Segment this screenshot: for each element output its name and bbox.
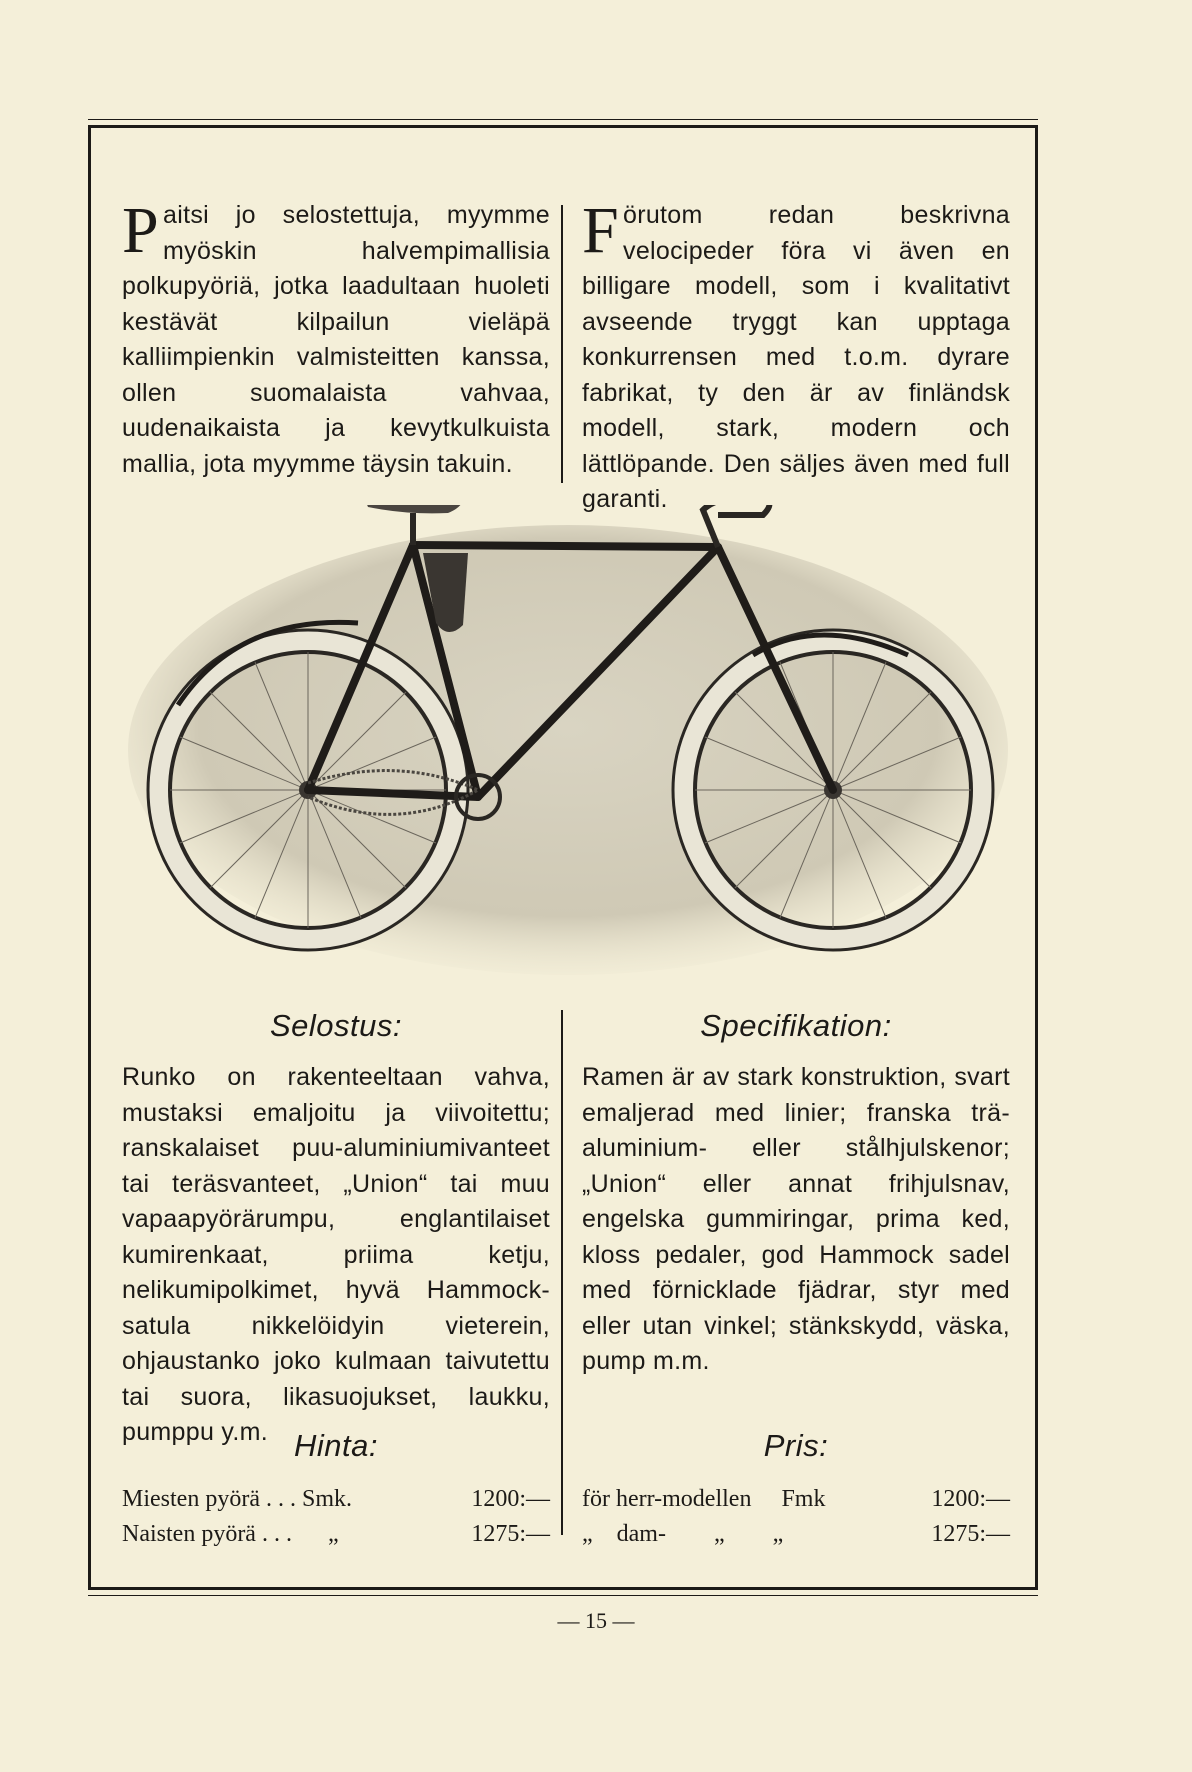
- heading-pris: Pris:: [763, 1428, 829, 1463]
- heading-selostus: Selostus:: [269, 1008, 402, 1043]
- price-label-dam: „ dam- „ „: [582, 1521, 784, 1547]
- dropcap-f: F: [582, 194, 620, 267]
- spec-swedish: [582, 1060, 1010, 1380]
- intro-swedish-text: örutom redan beskrivna velocipeder föra vi även en billigare modell, som i kvalitativt avseende tryggt kan upptaga konkurrensen med t.o.m. dyrare fabrikat, ty den är av finländsk modell, stark, modern och lättlöpande. Den säljes även med full garanti.: [582, 201, 1010, 513]
- price-label-men: Miesten pyörä . . . Smk.: [122, 1486, 352, 1512]
- price-value-dam: 1275:—: [931, 1521, 1010, 1547]
- intro-finnish: [122, 194, 550, 482]
- price-label-women: Naisten pyörä . . . „: [122, 1521, 339, 1547]
- price-value-herr: 1200:—: [931, 1486, 1010, 1512]
- dropcap-p: P: [122, 194, 160, 267]
- spec-swedish-text: Ramen är av stark konstruktion, svart emaljerad med linier; franska trä-aluminium- eller stålhjulskenor; „Union“ eller annat frihjulsnav, engelska gummiringar, prima ked, kloss pedaler, god Hammock sadel med förnicklade fjädrar, styr med eller utan vinkel; stänkskydd, väska, pump m.m.: [582, 1063, 1010, 1375]
- price-swedish: [582, 1482, 1010, 1552]
- price-value-men: 1200:—: [471, 1486, 550, 1512]
- price-finnish: [122, 1482, 550, 1552]
- heading-specifikation: Specifikation:: [700, 1008, 892, 1043]
- heading-hinta: Hinta:: [294, 1428, 378, 1463]
- price-row-women: [122, 1517, 550, 1552]
- saddle: [363, 505, 464, 513]
- handlebar: [703, 505, 769, 547]
- price-value-women: 1275:—: [471, 1521, 550, 1547]
- spec-finnish-text: Runko on rakenteeltaan vahva, mustaksi emaljoitu ja viivoitettu; ranskalaiset puu-aluminiumivanteet tai teräsvanteet, „Union“ tai muu vapaapyörärumpu, englantilaiset kumirenkaat, priima ketju, nelikumipolkimet, hyvä Hammock-satula nikkelöidyin vieterein, ohjaustanko joko kulmaan taivutettu tai suora, likasuojukset, laukku, pumppu y.m.: [122, 1063, 550, 1446]
- page-number: — 15 —: [557, 1608, 635, 1633]
- price-row-herr: [582, 1482, 1010, 1517]
- price-row-men: [122, 1482, 550, 1517]
- column-divider-bottom: [561, 1010, 563, 1535]
- column-divider-top: [561, 205, 563, 483]
- intro-swedish: [582, 194, 1010, 518]
- spec-finnish: [122, 1060, 550, 1451]
- price-row-dam: [582, 1517, 1010, 1552]
- price-label-herr: för herr-modellen Fmk: [582, 1486, 826, 1512]
- intro-finnish-text: aitsi jo selostettuja, myymme myöskin halvempimallisia polkupyöriä, jotka laadultaan huoleti kestävät kilpailun vieläpä kalliimpienkin valmisteitten kanssa, ollen suomalaista vahvaa, uudenaikaista ja kevytkulkuista mallia, jota myymme täysin takuin.: [122, 201, 550, 478]
- bicycle-photo: [118, 505, 1018, 980]
